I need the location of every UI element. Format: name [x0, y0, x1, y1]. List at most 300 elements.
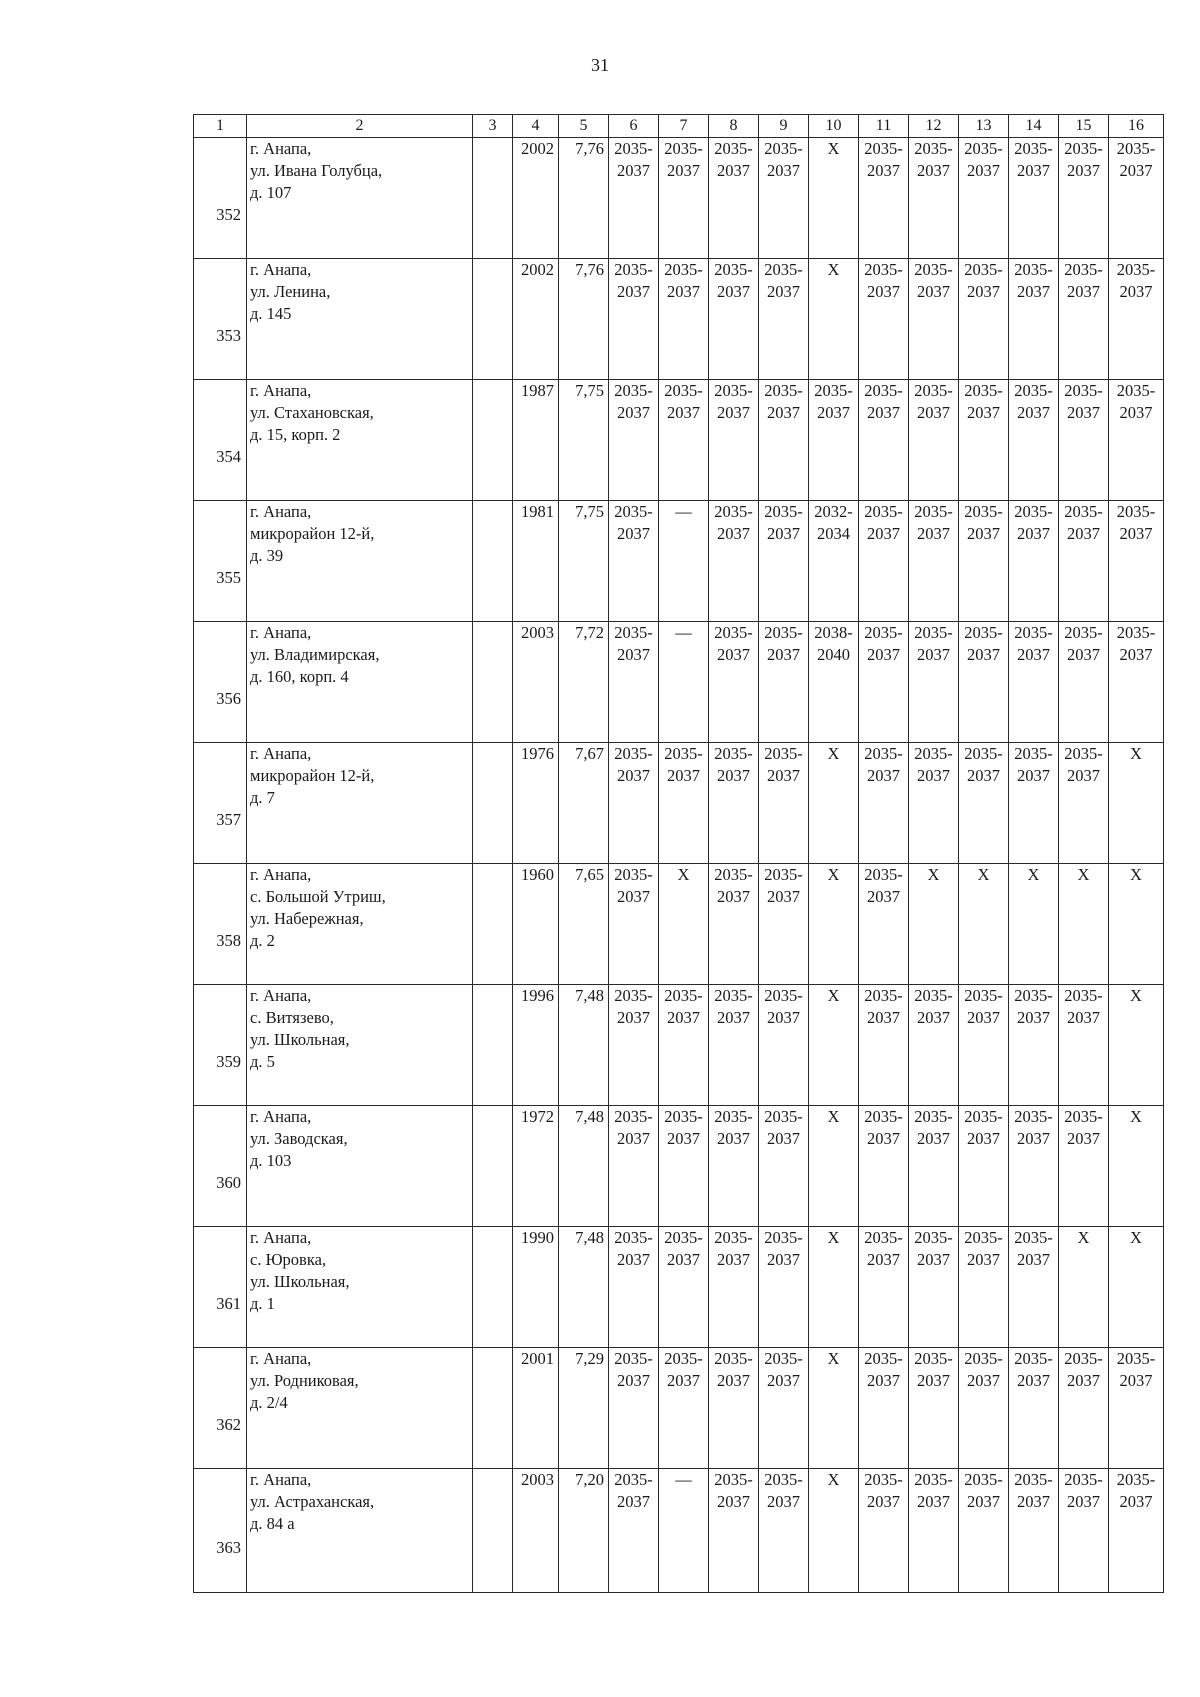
address-line: ул. Родниковая, [250, 1371, 359, 1390]
period-text: 2035- [864, 1470, 903, 1489]
address-cell [247, 864, 473, 985]
table-row [194, 259, 1164, 380]
address-cell [247, 1469, 473, 1593]
period-cell-col9 [759, 1106, 809, 1227]
period-text: 2035- [1014, 260, 1053, 279]
period-cell-col11 [859, 985, 909, 1106]
table-row [194, 985, 1164, 1106]
period-cell-col15 [1059, 259, 1109, 380]
period-text: 2037 [917, 161, 950, 180]
address-line: д. 7 [250, 788, 275, 807]
period-cell-col16 [1109, 1227, 1164, 1348]
period-text: 2037 [1119, 282, 1153, 301]
address-line: ул. Астраханская, [250, 1492, 375, 1511]
period-text: 2035- [714, 986, 753, 1005]
period-text: 2037 [1067, 645, 1100, 664]
row-number: 360 [194, 1106, 247, 1227]
address-line: г. Анапа, [250, 260, 312, 279]
period-cell-col11 [859, 501, 909, 622]
period-text: 2035- [964, 1349, 1003, 1368]
period-cell-col9 [759, 138, 809, 259]
period-text: 2037 [817, 403, 850, 422]
period-text: 2035- [614, 865, 653, 884]
address-cell [247, 1348, 473, 1469]
period-text: 2037 [717, 1129, 750, 1148]
column-3-cell [473, 622, 513, 743]
address-line: д. 84 а [250, 1514, 295, 1533]
column-header-10: 10 [809, 115, 859, 138]
period-text: 2035- [1116, 381, 1156, 400]
period-text: 2035- [614, 1107, 653, 1126]
period-cell-col12 [909, 501, 959, 622]
address-line: ул. Владимирская, [250, 645, 380, 664]
period-text: 2035- [914, 623, 953, 642]
period-cell-col8 [709, 138, 759, 259]
column-3-cell [473, 743, 513, 864]
period-text: 2037 [1017, 161, 1050, 180]
table-row [194, 1106, 1164, 1227]
period-text: 2035- [764, 139, 803, 158]
period-text: 2037 [1017, 403, 1050, 422]
index-cell: 7,75 [559, 501, 609, 622]
address-line: д. 2 [250, 931, 275, 950]
period-cell-col13 [959, 864, 1009, 985]
period-cell-col12 [909, 1106, 959, 1227]
period-text: 2035- [1064, 1349, 1103, 1368]
period-cell-col9 [759, 259, 809, 380]
period-text: 2037 [1119, 161, 1153, 180]
period-cell-col14 [1009, 1227, 1059, 1348]
row-number: 352 [194, 138, 247, 259]
column-header-2: 2 [247, 115, 473, 138]
period-text: 2037 [717, 161, 750, 180]
period-cell-col10 [809, 622, 859, 743]
index-cell: 7,65 [559, 864, 609, 985]
table-header [194, 115, 1164, 138]
period-cell-col16 [1109, 1106, 1164, 1227]
period-text: 2037 [767, 1492, 800, 1511]
period-cell-col16 [1109, 622, 1164, 743]
period-text: X [977, 865, 990, 884]
period-cell-col15 [1059, 501, 1109, 622]
period-text: 2037 [867, 1250, 900, 1269]
period-text: 2035- [664, 260, 703, 279]
period-text: 2035- [1064, 1107, 1103, 1126]
row-number: 363 [194, 1469, 247, 1593]
period-text: 2035- [914, 986, 953, 1005]
period-text: 2037 [967, 1129, 1000, 1148]
period-text: 2035- [1064, 744, 1103, 763]
period-text: 2035- [764, 865, 803, 884]
period-cell-col6 [609, 259, 659, 380]
period-cell-col13 [959, 138, 1009, 259]
period-cell-col16 [1109, 1469, 1164, 1593]
address-line: д. 1 [250, 1294, 275, 1313]
period-text: 2037 [1017, 766, 1050, 785]
period-text: 2037 [717, 1250, 750, 1269]
address-line: д. 5 [250, 1052, 275, 1071]
period-cell-col11 [859, 864, 909, 985]
period-cell-col12 [909, 1348, 959, 1469]
period-text: 2035- [664, 1349, 703, 1368]
period-text: X [1130, 1228, 1142, 1247]
period-text: 2037 [867, 1008, 900, 1027]
period-text: 2037 [667, 1371, 700, 1390]
period-text: 2037 [1067, 766, 1100, 785]
period-text: X [1077, 1228, 1090, 1247]
register-table [193, 114, 1164, 1593]
period-text: 2035- [714, 1349, 753, 1368]
period-cell-col8 [709, 622, 759, 743]
period-text: 2037 [917, 1492, 950, 1511]
period-text: 2037 [867, 645, 900, 664]
period-text: X [827, 1349, 840, 1368]
period-text: 2035- [864, 986, 903, 1005]
index-cell: 7,76 [559, 259, 609, 380]
period-cell-col13 [959, 259, 1009, 380]
period-text: 2035- [1116, 502, 1156, 521]
period-text: 2037 [917, 766, 950, 785]
column-header-6: 6 [609, 115, 659, 138]
period-text: 2037 [917, 1371, 950, 1390]
period-cell-col9 [759, 1469, 809, 1593]
year-cell: 1996 [513, 985, 559, 1106]
period-cell-col13 [959, 1106, 1009, 1227]
period-text: 2035- [1014, 1349, 1053, 1368]
address-cell [247, 138, 473, 259]
period-cell-col12 [909, 259, 959, 380]
period-cell-col6 [609, 1106, 659, 1227]
address-line: г. Анапа, [250, 502, 312, 521]
period-text: 2037 [617, 645, 650, 664]
period-cell-col11 [859, 380, 909, 501]
period-text: 2035- [964, 1470, 1003, 1489]
period-cell-col8 [709, 743, 759, 864]
address-line: д. 39 [250, 546, 284, 565]
address-cell [247, 501, 473, 622]
period-cell-col10 [809, 985, 859, 1106]
index-cell: 7,48 [559, 1106, 609, 1227]
period-cell-col14 [1009, 622, 1059, 743]
period-cell-col14 [1009, 864, 1059, 985]
period-text: 2035- [914, 744, 953, 763]
period-text: 2035- [714, 381, 753, 400]
period-cell-col11 [859, 138, 909, 259]
address-line: ул. Стахановская, [250, 403, 374, 422]
period-cell-col6 [609, 380, 659, 501]
column-header-7: 7 [659, 115, 709, 138]
period-text: 2035- [714, 1470, 753, 1489]
address-cell [247, 743, 473, 864]
address-line: с. Большой Утриш, [250, 887, 386, 906]
period-text: 2037 [667, 282, 700, 301]
period-text: 2037 [917, 645, 950, 664]
period-text: 2037 [1017, 1008, 1050, 1027]
period-cell-col7 [659, 1348, 709, 1469]
period-cell-col9 [759, 985, 809, 1106]
index-cell: 7,48 [559, 1227, 609, 1348]
address-line: д. 107 [250, 183, 292, 202]
period-cell-col9 [759, 1348, 809, 1469]
period-cell-col15 [1059, 864, 1109, 985]
period-text: X [677, 865, 690, 884]
period-text: 2035- [864, 260, 903, 279]
column-header-4: 4 [513, 115, 559, 138]
period-cell-col16 [1109, 259, 1164, 380]
period-cell-col16 [1109, 380, 1164, 501]
period-cell-col6 [609, 501, 659, 622]
period-text: 2035- [864, 623, 903, 642]
period-text: 2037 [617, 766, 650, 785]
period-cell-col15 [1059, 138, 1109, 259]
column-header-8: 8 [709, 115, 759, 138]
period-text: 2037 [667, 403, 700, 422]
period-text: 2037 [1017, 282, 1050, 301]
page-number: 31 [591, 55, 609, 75]
period-cell-col10 [809, 259, 859, 380]
period-cell-col8 [709, 1106, 759, 1227]
period-cell-col7 [659, 501, 709, 622]
period-cell-col16 [1109, 138, 1164, 259]
period-text: 2037 [967, 1371, 1000, 1390]
table-row [194, 138, 1164, 259]
period-text: 2035- [914, 1107, 953, 1126]
period-text: 2035- [1116, 260, 1156, 279]
period-text: 2037 [667, 1008, 700, 1027]
period-text: 2035- [864, 1107, 903, 1126]
period-text: 2035- [1064, 1470, 1103, 1489]
period-text: 2037 [867, 282, 900, 301]
period-cell-col7 [659, 1469, 709, 1593]
period-text: 2035- [764, 744, 803, 763]
period-text: 2035- [964, 623, 1003, 642]
period-cell-col16 [1109, 501, 1164, 622]
period-cell-col8 [709, 864, 759, 985]
period-cell-col10 [809, 380, 859, 501]
period-cell-col6 [609, 1227, 659, 1348]
period-text: 2035- [614, 1349, 653, 1368]
period-text: 2037 [1119, 1492, 1153, 1511]
period-cell-col15 [1059, 1469, 1109, 1593]
period-text: 2037 [1067, 1008, 1100, 1027]
period-text: 2035- [764, 502, 803, 521]
period-text: 2037 [867, 766, 900, 785]
period-text: 2035- [714, 502, 753, 521]
period-cell-col14 [1009, 743, 1059, 864]
column-3-cell [473, 380, 513, 501]
period-text: 2037 [617, 1129, 650, 1148]
header-row [194, 115, 1164, 138]
period-text: X [827, 139, 840, 158]
period-text: 2037 [1067, 1492, 1100, 1511]
period-cell-col14 [1009, 1469, 1059, 1593]
row-number: 356 [194, 622, 247, 743]
index-cell: 7,75 [559, 380, 609, 501]
address-cell [247, 1227, 473, 1348]
period-text: 2037 [967, 1492, 1000, 1511]
period-text: 2035- [1014, 502, 1053, 521]
period-cell-col16 [1109, 985, 1164, 1106]
period-text: 2037 [1017, 1371, 1050, 1390]
period-text: 2035- [1014, 139, 1053, 158]
table-row [194, 380, 1164, 501]
period-text: 2037 [717, 645, 750, 664]
period-text: 2035- [1064, 139, 1103, 158]
year-cell: 2003 [513, 622, 559, 743]
table-row [194, 743, 1164, 864]
period-cell-col13 [959, 1227, 1009, 1348]
period-cell-col9 [759, 380, 809, 501]
period-text: X [1130, 986, 1142, 1005]
table-row [194, 1348, 1164, 1469]
period-text: 2035- [814, 381, 853, 400]
period-cell-col15 [1059, 622, 1109, 743]
period-text: 2035- [1014, 1228, 1053, 1247]
address-line: с. Юровка, [250, 1250, 327, 1269]
address-line: г. Анапа, [250, 381, 312, 400]
period-text: 2035- [1064, 381, 1103, 400]
period-text: 2032- [814, 502, 853, 521]
period-text: 2035- [764, 1470, 803, 1489]
period-text: 2037 [1119, 1371, 1153, 1390]
period-cell-col8 [709, 380, 759, 501]
row-number: 354 [194, 380, 247, 501]
period-cell-col7 [659, 1227, 709, 1348]
period-text: 2037 [967, 1250, 1000, 1269]
period-text: 2035- [914, 139, 953, 158]
year-cell: 1981 [513, 501, 559, 622]
period-text: 2037 [867, 1371, 900, 1390]
period-text: 2035- [764, 1107, 803, 1126]
period-text: 2035- [714, 744, 753, 763]
period-cell-col10 [809, 864, 859, 985]
period-text: 2037 [667, 1129, 700, 1148]
period-text: 2035- [1014, 1107, 1053, 1126]
period-cell-col6 [609, 864, 659, 985]
row-number: 359 [194, 985, 247, 1106]
address-cell [247, 1106, 473, 1227]
period-cell-col7 [659, 138, 709, 259]
period-cell-col15 [1059, 743, 1109, 864]
period-text: 2040 [817, 645, 850, 664]
period-cell-col11 [859, 743, 909, 864]
period-text: 2035- [964, 381, 1003, 400]
period-cell-col10 [809, 743, 859, 864]
period-text: 2035- [964, 744, 1003, 763]
address-line: д. 15, корп. 2 [250, 425, 341, 444]
period-cell-col6 [609, 985, 659, 1106]
address-line: микрорайон 12-й, [250, 766, 375, 785]
address-line: д. 2/4 [250, 1393, 288, 1412]
period-text: 2035- [764, 1349, 803, 1368]
period-text: 2037 [617, 1250, 650, 1269]
period-text: 2035- [1116, 139, 1156, 158]
period-text: 2035- [964, 260, 1003, 279]
period-text: 2037 [967, 403, 1000, 422]
year-cell: 2003 [513, 1469, 559, 1593]
period-text: X [1130, 744, 1142, 763]
period-cell-col13 [959, 1348, 1009, 1469]
period-text: 2037 [767, 766, 800, 785]
table-row [194, 501, 1164, 622]
period-cell-col13 [959, 1469, 1009, 1593]
period-cell-col11 [859, 1348, 909, 1469]
period-text: 2035- [864, 1349, 903, 1368]
period-text: X [827, 1228, 840, 1247]
year-cell: 2001 [513, 1348, 559, 1469]
period-cell-col14 [1009, 138, 1059, 259]
period-text: 2037 [767, 282, 800, 301]
period-text: 2035- [1116, 1470, 1156, 1489]
row-number: 358 [194, 864, 247, 985]
period-text: 2037 [717, 524, 750, 543]
period-text: 2037 [867, 887, 900, 906]
period-cell-col12 [909, 864, 959, 985]
period-text: 2035- [714, 1107, 753, 1126]
period-text: 2035- [914, 1349, 953, 1368]
period-text: 2037 [617, 887, 650, 906]
period-text: 2035- [1064, 986, 1103, 1005]
address-cell [247, 259, 473, 380]
period-cell-col7 [659, 743, 709, 864]
period-text: 2037 [967, 1008, 1000, 1027]
period-text: 2037 [767, 403, 800, 422]
period-text: 2037 [617, 1008, 650, 1027]
period-cell-col6 [609, 1469, 659, 1593]
period-text: 2037 [917, 1250, 950, 1269]
period-text: X [827, 260, 840, 279]
period-text: 2035- [864, 865, 903, 884]
period-cell-col7 [659, 259, 709, 380]
period-cell-col12 [909, 380, 959, 501]
period-text: 2035- [614, 260, 653, 279]
period-cell-col12 [909, 622, 959, 743]
period-text: 2037 [717, 282, 750, 301]
period-cell-col7 [659, 380, 709, 501]
period-cell-col6 [609, 622, 659, 743]
period-cell-col13 [959, 622, 1009, 743]
row-number: 361 [194, 1227, 247, 1348]
address-cell [247, 380, 473, 501]
period-cell-col9 [759, 1227, 809, 1348]
period-text: 2035- [714, 1228, 753, 1247]
address-line: ул. Ивана Голубца, [250, 161, 383, 180]
index-cell: 7,48 [559, 985, 609, 1106]
period-text: 2035- [914, 260, 953, 279]
period-text: 2035- [864, 744, 903, 763]
period-text: 2035- [614, 381, 653, 400]
period-cell-col12 [909, 138, 959, 259]
table-row [194, 864, 1164, 985]
period-text: 2035- [614, 1470, 653, 1489]
period-text: X [827, 1470, 840, 1489]
period-text: 2037 [617, 161, 650, 180]
period-cell-col14 [1009, 259, 1059, 380]
period-cell-col8 [709, 1348, 759, 1469]
address-line: г. Анапа, [250, 1349, 312, 1368]
period-text: 2037 [617, 524, 650, 543]
address-line: г. Анапа, [250, 139, 312, 158]
period-cell-col9 [759, 743, 809, 864]
period-text: 2035- [764, 260, 803, 279]
period-text: 2037 [917, 403, 950, 422]
year-cell: 1972 [513, 1106, 559, 1227]
period-text: 2035- [1014, 744, 1053, 763]
period-text: 2035- [664, 744, 703, 763]
period-cell-col10 [809, 501, 859, 622]
period-text: 2037 [717, 1008, 750, 1027]
period-text: 2037 [1017, 645, 1050, 664]
